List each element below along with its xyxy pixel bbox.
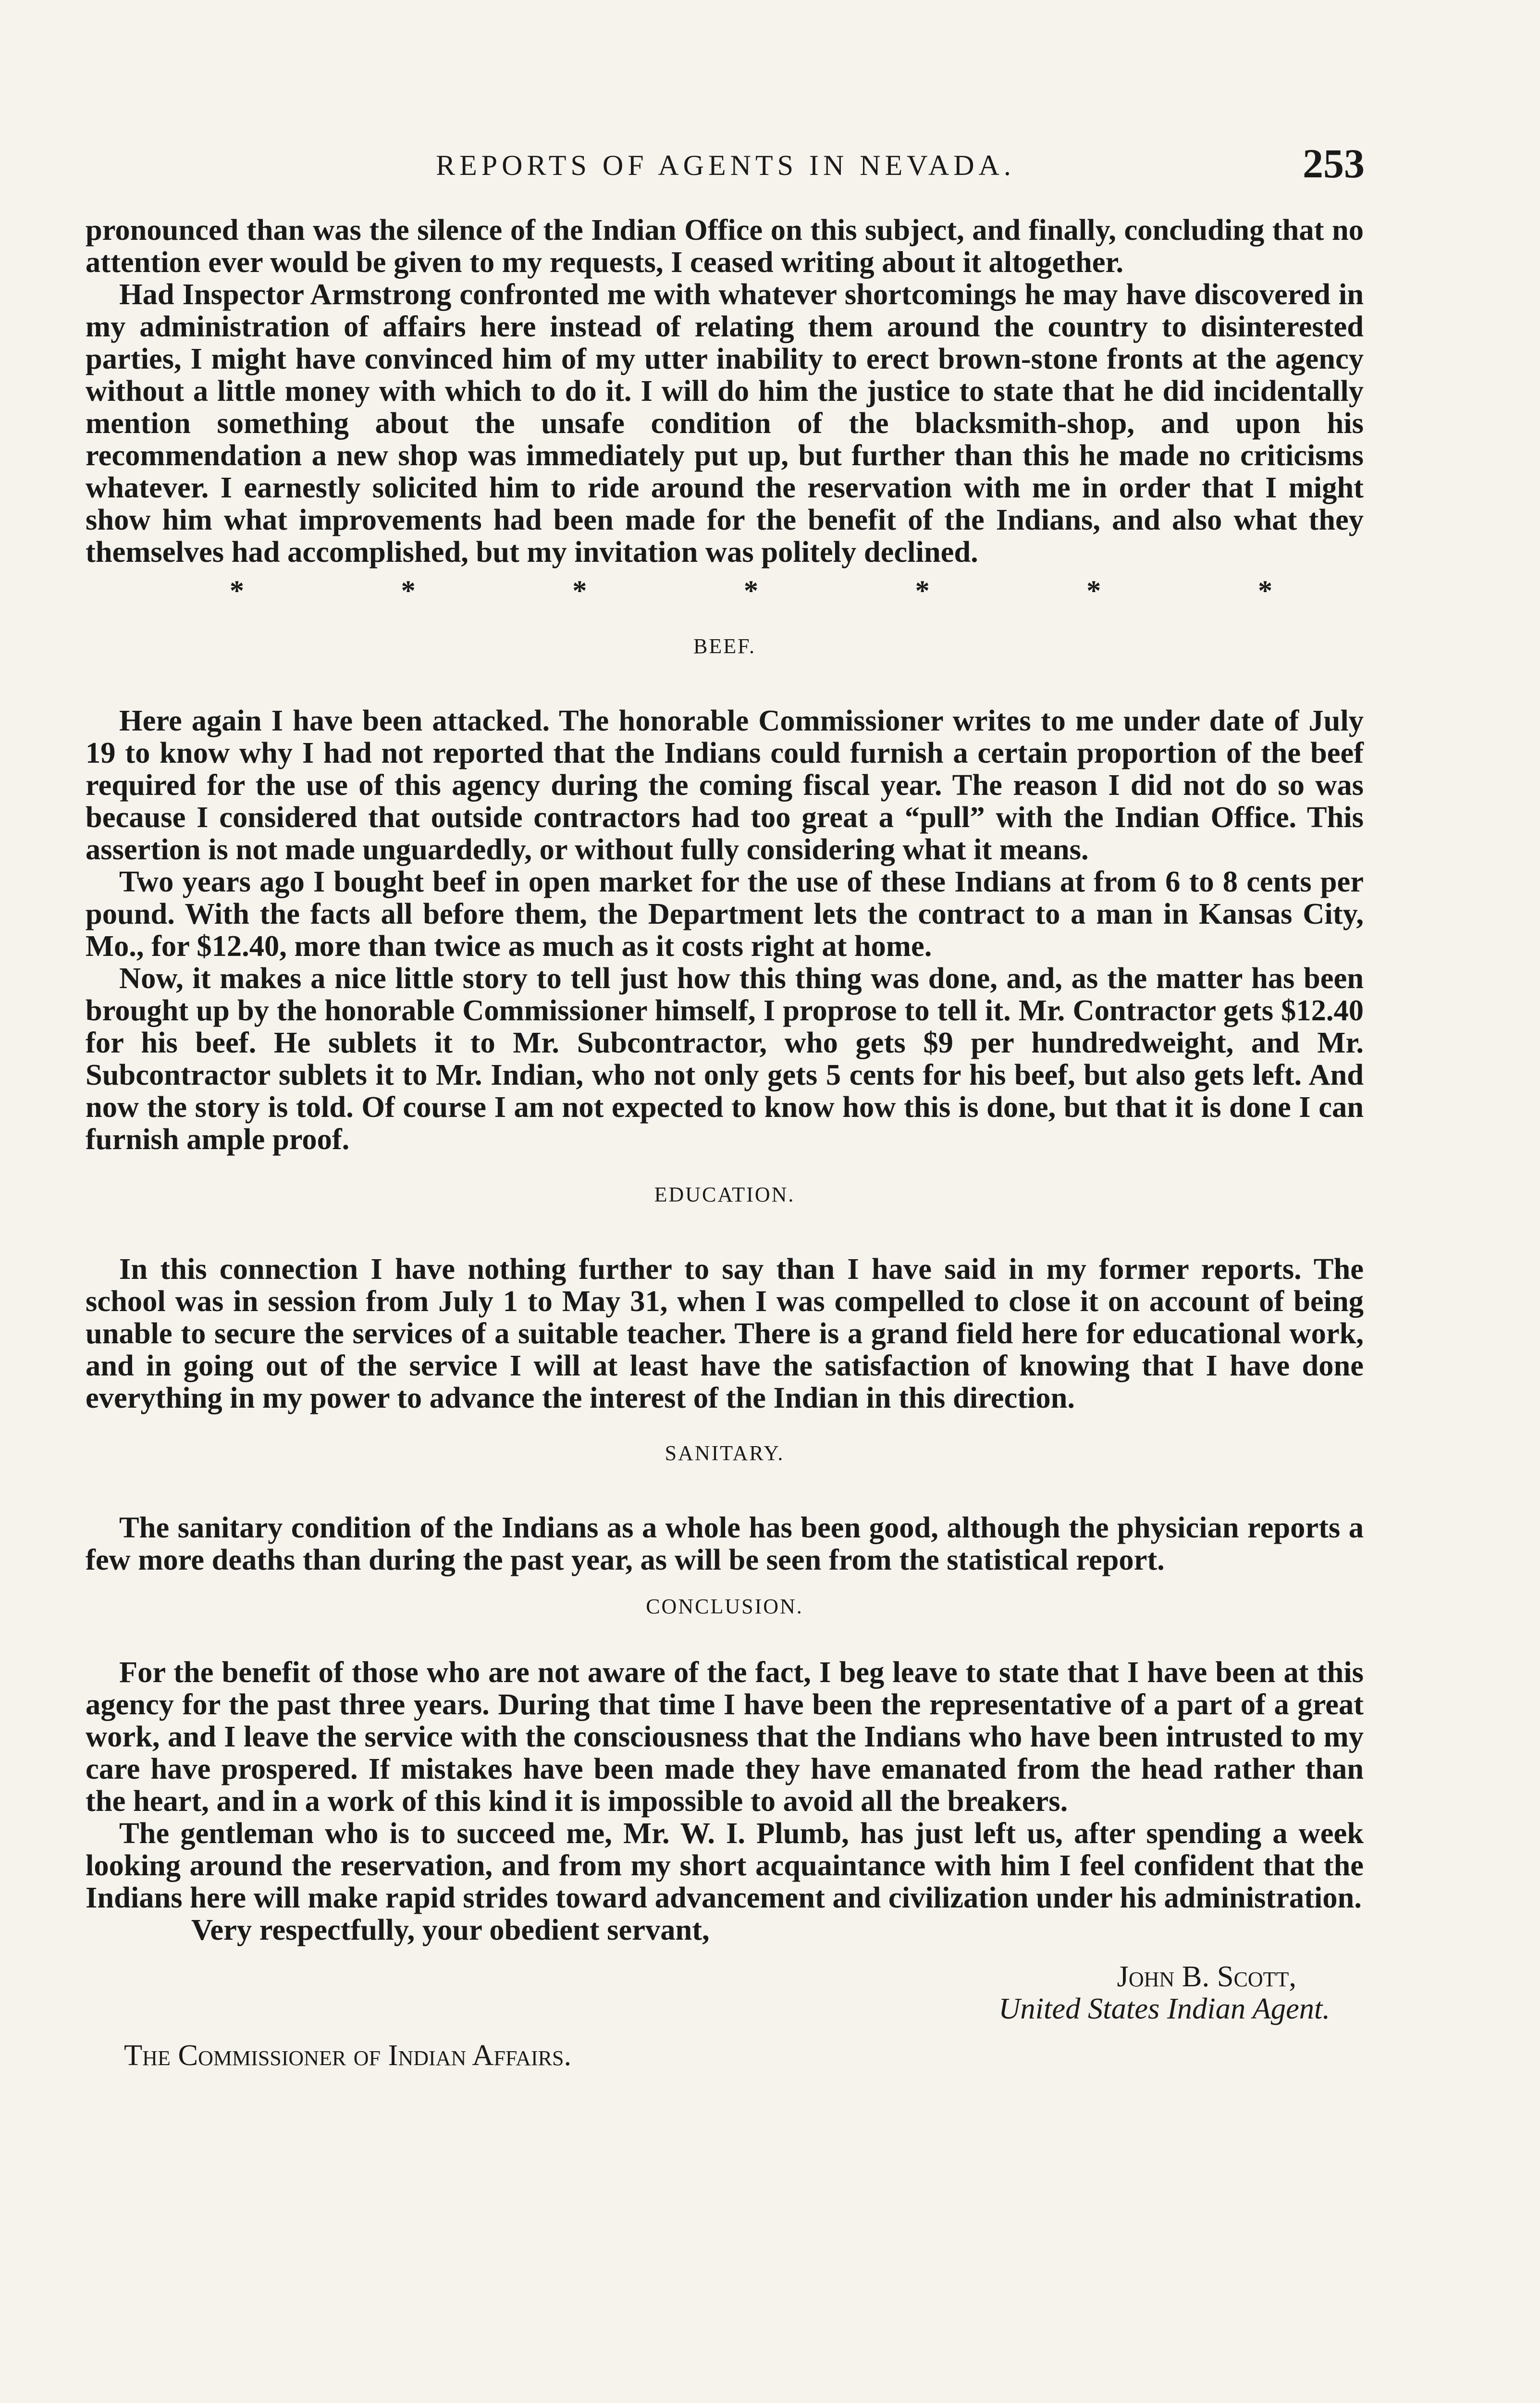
star: * xyxy=(572,575,587,607)
heading-conclusion: CONCLUSION. xyxy=(646,1595,803,1618)
addressee: The Commissioner of Indian Affairs. xyxy=(124,2038,572,2072)
paragraph-sanitary-1: The sanitary condition of the Indians as a whole has been good, although the physician reports a few more deaths than during the past year, as will be seen from the statistical report. xyxy=(86,1511,1364,1576)
page-number: 253 xyxy=(1303,140,1365,186)
paragraph-inspector: Had Inspector Armstrong confronted me with whatever shortcomings he may have discovered in my administration of affairs here instead of relating them around the country to disinterested parties, I might have convinced him of my utter inability to erect brown-stone fronts at the agency without a little money with which to do it. I will do him the justice to state that he did incidentally mention something about the unsafe condition of the blacksmith-shop, and upon his recommendation a new shop was immediately put up, but further than this he made no criticisms whatever. I earnestly solicited him to ride around the reservation with me in order that I might show him what improvements had been made for the benefit of the Indians, and also what they themselves had accomplished, but my invitation was politely declined. xyxy=(86,277,1364,569)
page-header xyxy=(86,139,1365,192)
paragraph-continued: pronounced than was the silence of the Indian Office on this subject, and finally, concluding that no attention ever would be given to my requests, I ceased writing about it altogether. xyxy=(86,213,1364,279)
heading-sanitary: SANITARY. xyxy=(665,1441,785,1465)
signature-title: United States Indian Agent. xyxy=(998,1992,1330,2025)
paragraph-education-1: In this connection I have nothing further to say than I have said in my former reports. The school was in session from July 1 to May 31, when I was compelled to close it on account of being unable to secure the services of a suitable teacher. There is a grand field here for educational work, and in going out of the service I will at least have the satisfaction of knowing that I have done everything in my power to advance the interest of the Indian in this direction. xyxy=(86,1252,1364,1414)
star: * xyxy=(915,575,930,607)
paragraph-beef-2: Two years ago I bought beef in open market for the use of these Indians at from 6 to 8 cents per pound. With the facts all before them, the Department lets the contract to a man in Kansas City, Mo., for $12.40, more than twice as much as it costs right at home. xyxy=(86,865,1364,963)
paragraph-beef-3: Now, it makes a nice little story to tell just how this thing was done, and, as the matter has been brought up by the honorable Commissioner himself, I proprose to tell it. Mr. Contractor gets $12.40 for his beef. He sublets it to Mr. Subcontractor, who gets $9 per hundredweight, and Mr. Subcontractor sublets it to Mr. Indian, who not only gets 5 cents for his beef, but also gets left. And now the story is told. Of course I am not expected to know how this is done, but that it is done I can furnish ample proof. xyxy=(86,961,1364,1156)
star: * xyxy=(743,575,758,607)
running-title: REPORTS OF AGENTS IN NEVADA. xyxy=(436,149,1015,181)
star: * xyxy=(1257,575,1272,607)
star: * xyxy=(401,575,416,607)
page-body xyxy=(86,214,1364,2071)
signature-name: John B. Scott, xyxy=(1117,1959,1296,1993)
paragraph-conclusion-2: The gentleman who is to succeed me, Mr. W. I. Plumb, has just left us, after spending a week looking around the reservation, and from my short acquaintance with him I feel confident that the Indians here will make rapid strides toward advancement and civilization under his administration. xyxy=(86,1816,1364,1914)
heading-beef: BEEF. xyxy=(693,634,756,658)
star: * xyxy=(230,575,244,607)
heading-education: EDUCATION. xyxy=(654,1183,795,1206)
section-break-stars xyxy=(86,575,1364,607)
signature-title-line xyxy=(86,1993,1364,2025)
closing-line: Very respectfully, your obedient servant, xyxy=(191,1913,710,1946)
star: * xyxy=(1086,575,1101,607)
paragraph-beef-1: Here again I have been attacked. The honorable Commissioner writes to me under date of July 19 to know why I had not reported that the Indians could furnish a certain proportion of the beef required for the use of this agency during the coming fiscal year. The reason I did not do so was because I considered that outside contractors had too great a “pull” with the Indian Office. This assertion is not made unguardedly, or without fully considering what it means. xyxy=(86,704,1364,866)
paragraph-conclusion-1: For the benefit of those who are not aware of the fact, I beg leave to state that I have been at this agency for the past three years. During that time I have been the representative of a part of a great work, and I leave the service with the consciousness that the Indians who have been intrusted to my care have prospered. If mistakes have been made they have emanated from the head rather than the heart, and in a work of this kind it is impossible to avoid all the breakers. xyxy=(86,1655,1364,1818)
signature-name-line xyxy=(86,1960,1364,1993)
